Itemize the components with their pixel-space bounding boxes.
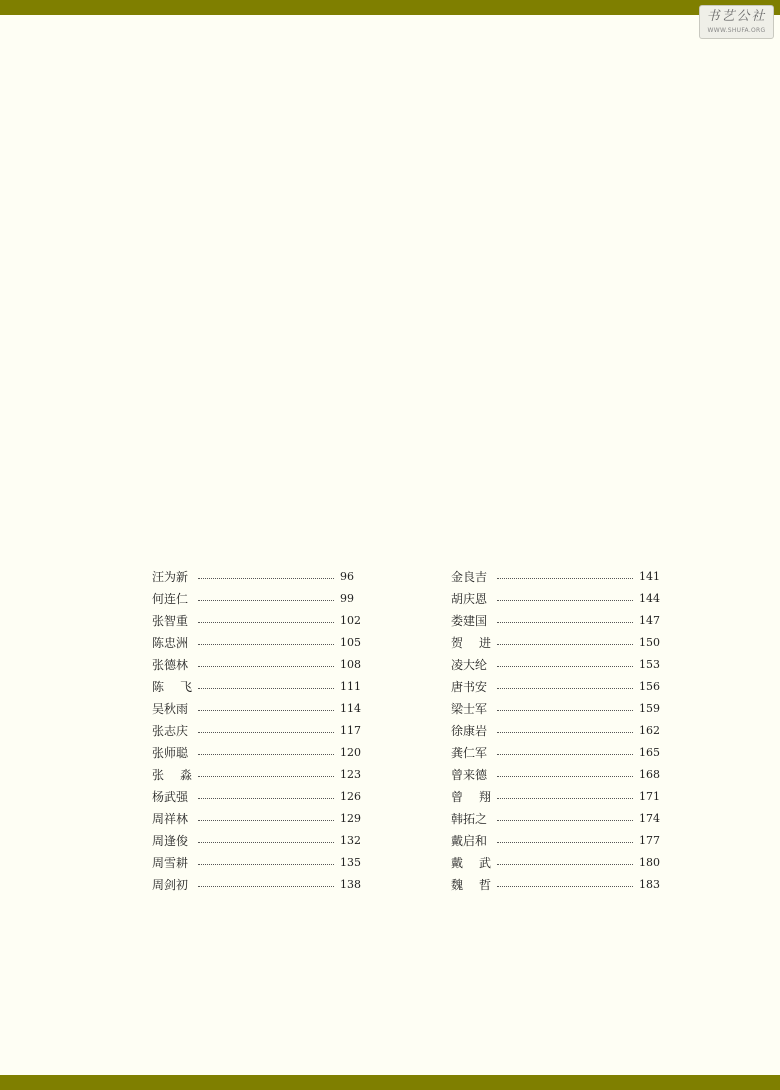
toc-entry <box>152 763 362 785</box>
toc-entry-page: 165 <box>639 745 660 759</box>
toc-entry-name: 梁士军 <box>451 701 488 716</box>
toc-entry <box>152 587 362 609</box>
toc-dot-leader <box>497 864 633 865</box>
toc-entry <box>152 873 362 895</box>
toc-entry-name: 韩拓之 <box>451 811 488 826</box>
toc-entry-page: 132 <box>340 833 361 847</box>
toc-dot-leader <box>198 644 334 645</box>
toc-dot-leader <box>497 732 633 733</box>
toc-entry-page: 99 <box>340 591 354 605</box>
toc-dot-leader <box>497 820 633 821</box>
toc-entry-name: 陈忠洲 <box>152 635 189 650</box>
toc-entry <box>451 785 661 807</box>
toc-entry-name: 张智重 <box>152 613 189 628</box>
toc-dot-leader <box>198 732 334 733</box>
toc-dot-leader <box>198 710 334 711</box>
toc-entry-page: 177 <box>639 833 660 847</box>
toc-dot-leader <box>497 710 633 711</box>
toc-entry-name: 张 淼 <box>152 767 192 782</box>
toc-entry <box>152 807 362 829</box>
toc-entry-page: 174 <box>639 811 660 825</box>
toc-entry-name: 周剑初 <box>152 877 189 892</box>
toc-dot-leader <box>497 886 633 887</box>
toc-column-right <box>451 565 661 895</box>
toc-dot-leader <box>198 798 334 799</box>
toc-entry <box>451 565 661 587</box>
toc-entry-name: 张师聪 <box>152 745 189 760</box>
toc-entry-page: 120 <box>340 745 361 759</box>
toc-entry-name: 张德林 <box>152 657 189 672</box>
toc-dot-leader <box>497 666 633 667</box>
toc-dot-leader <box>497 688 633 689</box>
toc-entry-name: 吴秋雨 <box>152 701 189 716</box>
toc-entry-name: 周逢俊 <box>152 833 189 848</box>
toc-entry-page: 147 <box>639 613 660 627</box>
toc-dot-leader <box>198 688 334 689</box>
toc-entry-page: 156 <box>639 679 660 693</box>
toc-dot-leader <box>497 600 633 601</box>
toc-entry-name: 何连仁 <box>152 591 189 606</box>
toc-entry-page: 162 <box>639 723 660 737</box>
toc-entry-name: 唐书安 <box>451 679 488 694</box>
toc-entry-name: 曾来德 <box>451 767 488 782</box>
toc-entry <box>451 873 661 895</box>
toc-entry <box>152 631 362 653</box>
toc-entry <box>451 829 661 851</box>
toc-entry-page: 117 <box>340 723 361 737</box>
toc-entry <box>451 609 661 631</box>
toc-entry-name: 杨武强 <box>152 789 189 804</box>
toc-dot-leader <box>497 578 633 579</box>
bottom-band <box>0 1075 780 1090</box>
watermark-url: WWW.SHUFA.ORG <box>707 27 766 34</box>
toc-entry-page: 96 <box>340 569 354 583</box>
toc-entry-name: 胡庆恩 <box>451 591 488 606</box>
toc-entry-page: 171 <box>639 789 660 803</box>
toc-entry-page: 126 <box>340 789 361 803</box>
toc-entry-page: 168 <box>639 767 660 781</box>
toc-entry-name: 魏 哲 <box>451 877 491 892</box>
toc-entry <box>451 653 661 675</box>
toc-dot-leader <box>198 842 334 843</box>
toc-dot-leader <box>198 578 334 579</box>
toc-entry-page: 138 <box>340 877 361 891</box>
toc-entry-page: 183 <box>639 877 660 891</box>
toc-entry-page: 102 <box>340 613 361 627</box>
toc-entry-name: 周雪耕 <box>152 855 189 870</box>
toc-entry <box>451 631 661 653</box>
watermark-logo <box>699 5 774 39</box>
toc-entry <box>451 851 661 873</box>
toc-dot-leader <box>497 754 633 755</box>
toc-entry-name: 戴 武 <box>451 855 491 870</box>
toc-entry-page: 153 <box>639 657 660 671</box>
watermark-logo-text: 书艺公社 <box>706 9 767 24</box>
toc-dot-leader <box>497 644 633 645</box>
toc-dot-leader <box>497 776 633 777</box>
toc-entry <box>451 763 661 785</box>
toc-dot-leader <box>198 622 334 623</box>
toc-entry-name: 徐康岩 <box>451 723 488 738</box>
toc-entry-page: 114 <box>340 701 361 715</box>
toc-entry-name: 戴启和 <box>451 833 488 848</box>
toc-entry-page: 108 <box>340 657 361 671</box>
toc-entry-name: 曾 翔 <box>451 789 491 804</box>
toc-entry <box>152 741 362 763</box>
toc-entry-name: 凌大纶 <box>451 657 488 672</box>
toc-dot-leader <box>198 754 334 755</box>
toc-entry-page: 141 <box>639 569 660 583</box>
toc-dot-leader <box>198 776 334 777</box>
toc-dot-leader <box>497 798 633 799</box>
toc-entry-page: 144 <box>639 591 660 605</box>
toc-entry <box>152 675 362 697</box>
toc-entry-name: 贺 进 <box>451 635 491 650</box>
toc-entry <box>451 807 661 829</box>
toc-entry <box>152 829 362 851</box>
toc-entry-page: 180 <box>639 855 660 869</box>
toc-entry <box>152 851 362 873</box>
toc-entry <box>451 719 661 741</box>
toc-entry <box>152 609 362 631</box>
toc-entry-name: 周祥林 <box>152 811 189 826</box>
toc-entry-name: 金良吉 <box>451 569 488 584</box>
toc-entry-name: 陈 飞 <box>152 679 192 694</box>
toc-entry-name: 汪为新 <box>152 569 189 584</box>
toc-dot-leader <box>497 622 633 623</box>
toc-entry-page: 111 <box>340 679 361 693</box>
toc-entry <box>152 719 362 741</box>
toc-entry-page: 123 <box>340 767 361 781</box>
toc-entry <box>451 675 661 697</box>
toc-dot-leader <box>198 666 334 667</box>
toc-column-left <box>152 565 362 895</box>
toc-entry <box>152 653 362 675</box>
toc-entry-page: 129 <box>340 811 361 825</box>
toc-entry <box>451 697 661 719</box>
toc-dot-leader <box>198 820 334 821</box>
toc-entry-name: 张志庆 <box>152 723 189 738</box>
toc-dot-leader <box>198 864 334 865</box>
toc-entry <box>152 565 362 587</box>
toc-entry-name: 娄建国 <box>451 613 488 628</box>
toc-entry-page: 105 <box>340 635 361 649</box>
toc-dot-leader <box>198 886 334 887</box>
toc-entry-name: 龚仁军 <box>451 745 488 760</box>
toc-dot-leader <box>497 842 633 843</box>
toc-entry-page: 135 <box>340 855 361 869</box>
toc-dot-leader <box>198 600 334 601</box>
top-band <box>0 0 780 15</box>
toc-entry-page: 159 <box>639 701 660 715</box>
toc-entry <box>152 785 362 807</box>
toc-entry <box>152 697 362 719</box>
toc-entry <box>451 587 661 609</box>
toc-entry-page: 150 <box>639 635 660 649</box>
toc-entry <box>451 741 661 763</box>
